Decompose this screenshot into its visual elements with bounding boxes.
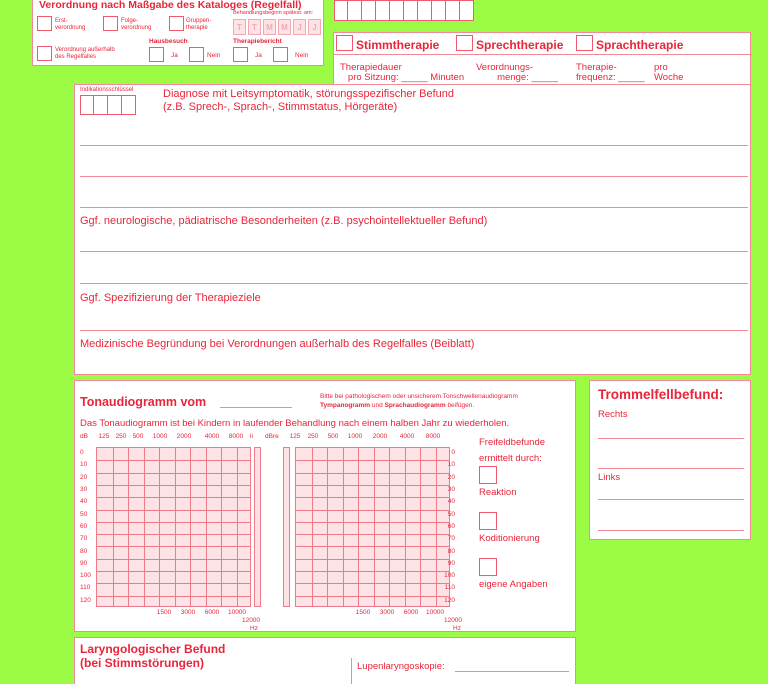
indikationsschluessel-label: Indikationsschlüssel xyxy=(80,87,134,93)
grid-hline xyxy=(296,522,449,523)
db-row-label: 80 xyxy=(447,547,455,555)
db-row-label: 0 xyxy=(80,449,84,457)
db-row-label: 120 xyxy=(80,596,91,604)
audiogram-note: Bitte bei pathologischem oder unsicherem Tonschwellenaudiogramm Tympanogramm und Sprachaudiogramm beifügen. xyxy=(320,393,518,409)
grid-hline xyxy=(97,596,250,597)
side-column xyxy=(283,447,290,607)
freq-top-label: 1000 xyxy=(347,433,363,440)
freq-bottom-label: 10000 xyxy=(425,608,445,616)
db-row-label: 40 xyxy=(80,498,88,506)
date-box[interactable]: T xyxy=(248,19,261,35)
db-row-label: 70 xyxy=(80,535,88,543)
date-box[interactable]: J xyxy=(308,19,321,35)
db-label: dB xyxy=(265,433,273,440)
grid-hline xyxy=(97,559,250,560)
reaktion-checkbox[interactable] xyxy=(479,466,497,484)
date-box[interactable]: J xyxy=(293,19,306,35)
db-row-label: 30 xyxy=(80,486,88,494)
therapiedauer-label: Therapiedauer pro Sitzung: _____ Minuten xyxy=(340,62,465,83)
grid-hline xyxy=(97,534,250,535)
grid-hline xyxy=(97,460,250,461)
freq-bottom-label: 3000 xyxy=(180,608,196,616)
hz-label: Hz xyxy=(453,624,461,632)
freq-bottom-label: 6000 xyxy=(204,608,220,616)
db-row-label: 50 xyxy=(447,510,455,518)
grid-hline xyxy=(296,473,449,474)
freq-bottom-label: 1500 xyxy=(355,608,371,616)
grid-hline xyxy=(296,534,449,535)
grid-hline xyxy=(97,571,250,572)
grid-hline xyxy=(97,473,250,474)
freq-top-label: 125 xyxy=(289,433,301,440)
lupenlaryngoskopie-label: Lupenlaryngoskopie: xyxy=(357,661,445,672)
grid-hline xyxy=(296,460,449,461)
eigene-angaben-checkbox[interactable] xyxy=(479,558,497,576)
freq-top-label: 500 xyxy=(327,433,339,440)
eigene-angaben-label: eigene Angaben xyxy=(479,579,548,590)
ausserhalb-label: Verordnung außerhalb des Regelfalles xyxy=(55,47,115,60)
db-row-label: 40 xyxy=(447,498,455,506)
hausbesuch-nein-checkbox[interactable] xyxy=(189,47,204,62)
grid-hline xyxy=(296,583,449,584)
db-row-label: 110 xyxy=(80,584,91,592)
erstverordnung-checkbox[interactable] xyxy=(37,16,52,31)
audiogram-children-note: Das Tonaudiogramm ist bei Kindern in laufender Behandlung nach einem halben Jahr zu wiederholen. xyxy=(80,418,510,429)
therapiebericht-label: Therapiebericht xyxy=(233,38,282,45)
freq-top-label: 1000 xyxy=(152,433,168,440)
freq-12000-label: 12000 xyxy=(443,616,463,624)
diagnosis-panel xyxy=(74,84,751,375)
db-row-label: 10 xyxy=(80,461,88,469)
gruppentherapie-checkbox[interactable] xyxy=(169,16,184,31)
date-box[interactable]: M xyxy=(263,19,276,35)
laryngo-title: Laryngologischer Befund (bei Stimmstörungen) xyxy=(80,642,226,670)
db-row-label: 0 xyxy=(451,449,455,457)
db-row-label: 60 xyxy=(80,522,88,530)
diagnose-heading: Diagnose mit Leitsymptomatik, störungsspezifischer Befund (z.B. Sprech-, Sprach-, Stimmstatus, Hörgeräte) xyxy=(163,88,455,113)
grid-hline xyxy=(296,559,449,560)
db-row-label: 90 xyxy=(80,559,88,567)
freq-top-label: 8000 xyxy=(228,433,244,440)
stimmtherapie-checkbox[interactable] xyxy=(336,35,353,51)
sprachtherapie-checkbox[interactable] xyxy=(576,35,593,51)
laryngo-panel xyxy=(74,637,576,684)
trommelfell-links: Links xyxy=(598,472,621,483)
db-row-label: 20 xyxy=(447,473,455,481)
reaktion-label: Reaktion xyxy=(479,487,517,498)
freq-top-label: 250 xyxy=(307,433,319,440)
therapiebericht-ja-checkbox[interactable] xyxy=(233,47,248,62)
therapieziele-heading: Ggf. Spezifizierung der Therapieziele xyxy=(80,292,261,304)
db-row-label: 60 xyxy=(447,522,455,530)
db-row-label: 70 xyxy=(447,535,455,543)
konditionierung-label: Koditionierung xyxy=(479,533,540,544)
date-label: Behandlungsbeginn spätest. am: xyxy=(233,10,314,16)
db-row-label: 20 xyxy=(80,473,88,481)
freq-bottom-label: 10000 xyxy=(227,608,247,616)
hz-label: Hz xyxy=(250,624,258,632)
ausserhalb-checkbox[interactable] xyxy=(37,46,52,61)
erstverordnung-label: Erst- verordnung xyxy=(55,18,86,31)
freq-top-label: 250 xyxy=(115,433,127,440)
freq-top-label: 8000 xyxy=(425,433,441,440)
date-box[interactable]: M xyxy=(278,19,291,35)
stimmtherapie-label: Stimmtherapie xyxy=(356,38,440,52)
grid-hline xyxy=(296,596,449,597)
code-boxes[interactable] xyxy=(334,0,474,21)
grid-hline xyxy=(97,510,250,511)
therapiebericht-ja-label: Ja xyxy=(255,52,262,59)
folgeverordnung-label: Folge- verordnung xyxy=(121,18,152,31)
freq-12000-label: 12000 xyxy=(241,616,261,624)
grid-hline xyxy=(97,583,250,584)
grid-hline xyxy=(296,497,449,498)
hausbesuch-ja-checkbox[interactable] xyxy=(149,47,164,62)
sprechtherapie-checkbox[interactable] xyxy=(456,35,473,51)
pro-woche-label: pro Woche xyxy=(654,62,684,83)
grid-hline xyxy=(97,546,250,547)
date-boxes[interactable] xyxy=(233,19,325,35)
indikationsschluessel-boxes[interactable] xyxy=(80,95,136,115)
freq-top-label: 2000 xyxy=(372,433,388,440)
therapiebericht-nein-label: Nein xyxy=(295,52,309,59)
hausbesuch-label: Hausbesuch xyxy=(149,38,188,45)
begruendung-heading: Medizinische Begründung bei Verordnungen außerhalb des Regelfalles (Beiblatt) xyxy=(80,338,475,350)
date-box[interactable]: T xyxy=(233,19,246,35)
db-row-label: 110 xyxy=(444,584,455,592)
grid-hline xyxy=(296,571,449,572)
freq-bottom-label: 3000 xyxy=(379,608,395,616)
hausbesuch-ja-label: Ja xyxy=(171,52,178,59)
konditionierung-checkbox[interactable] xyxy=(479,512,497,530)
therapy-panel xyxy=(333,32,751,90)
freq-top-label: 2000 xyxy=(176,433,192,440)
verordnungsmenge-label: Verordnungs- menge: _____ xyxy=(476,62,558,83)
freq-bottom-label: 1500 xyxy=(156,608,172,616)
freq-top-label: 125 xyxy=(98,433,110,440)
audiogram-panel xyxy=(74,380,576,632)
grid-hline xyxy=(296,510,449,511)
db-row-label: 50 xyxy=(80,510,88,518)
grid-hline xyxy=(97,522,250,523)
freifeld-label: Freifeldbefunde ermittelt durch: xyxy=(479,437,546,464)
freq-top-label: 4000 xyxy=(399,433,415,440)
folgeverordnung-checkbox[interactable] xyxy=(103,16,118,31)
hausbesuch-nein-label: Nein xyxy=(207,52,221,59)
side-column xyxy=(254,447,261,607)
therapiebericht-nein-checkbox[interactable] xyxy=(273,47,288,62)
db-row-label: 90 xyxy=(447,559,455,567)
gruppentherapie-label: Gruppen- therapie xyxy=(186,18,212,31)
grid-hline xyxy=(97,485,250,486)
grid-hline xyxy=(296,485,449,486)
db-row-label: 10 xyxy=(447,461,455,469)
audiogram-title: Tonaudiogramm vom xyxy=(80,395,207,409)
freq-top-label: 500 xyxy=(132,433,144,440)
sprechtherapie-label: Sprechtherapie xyxy=(476,38,564,52)
db-row-label: 30 xyxy=(447,486,455,494)
catalog-panel xyxy=(32,0,324,66)
trommelfell-title: Trommelfellbefund: xyxy=(598,387,724,402)
left-ear-chart[interactable] xyxy=(80,433,285,632)
therapiefrequenz-label: Therapie- frequenz: _____ xyxy=(576,62,645,83)
trommelfell-panel xyxy=(589,380,751,540)
audiogram-grid[interactable] xyxy=(96,447,251,607)
db-label: dB xyxy=(80,433,88,440)
db-row-label: 80 xyxy=(80,547,88,555)
ear-label: li xyxy=(250,433,253,440)
sprachtherapie-label: Sprachtherapie xyxy=(596,38,684,52)
db-row-label: 120 xyxy=(444,596,455,604)
db-row-label: 100 xyxy=(444,572,455,580)
neuro-heading: Ggf. neurologische, pädiatrische Besonderheiten (z.B. psychointellektueller Befund) xyxy=(80,215,488,227)
freq-bottom-label: 6000 xyxy=(403,608,419,616)
catalog-title: Verordnung nach Maßgabe des Kataloges (Regelfall) xyxy=(39,0,302,11)
trommelfell-rechts: Rechts xyxy=(598,409,628,420)
ear-label: re xyxy=(273,433,279,440)
freq-top-label: 4000 xyxy=(204,433,220,440)
audiogram-grid[interactable] xyxy=(295,447,450,607)
db-row-label: 100 xyxy=(80,572,91,580)
grid-hline xyxy=(296,546,449,547)
grid-hline xyxy=(97,497,250,498)
right-ear-chart[interactable] xyxy=(265,433,465,632)
